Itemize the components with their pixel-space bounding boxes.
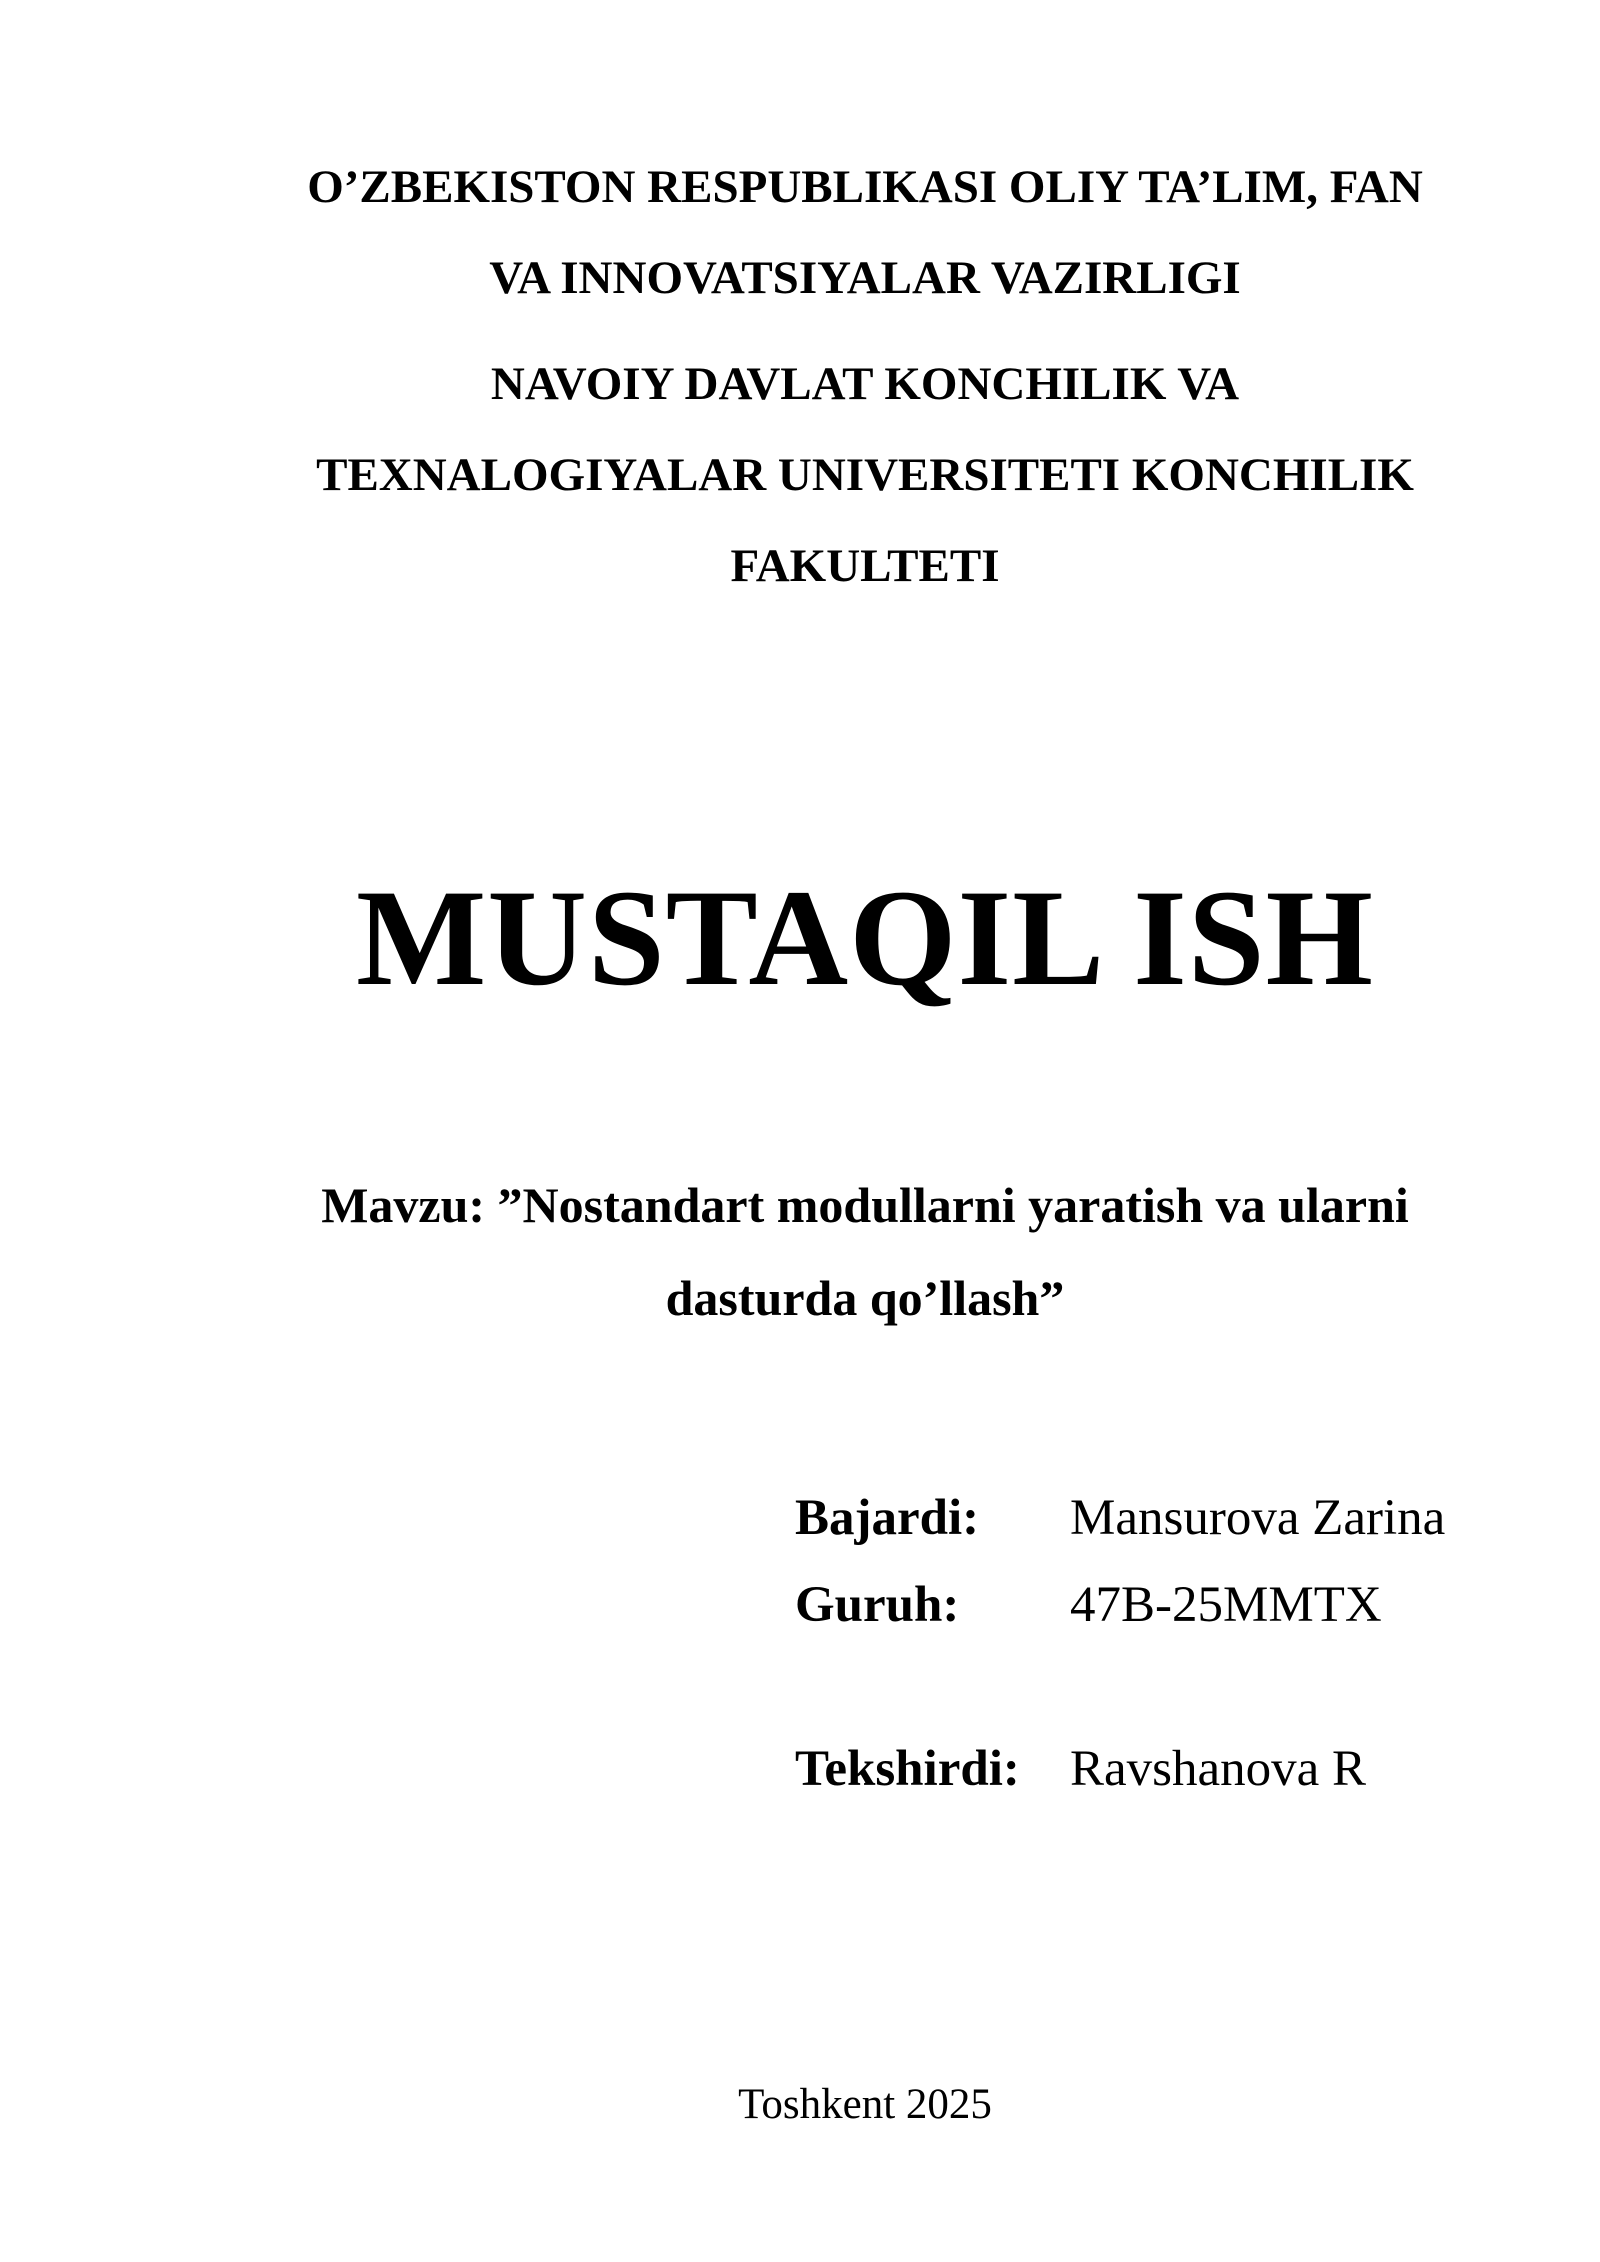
document-title: MUSTAQIL ISH	[356, 861, 1374, 1014]
university-line-1: NAVOIY DAVLAT KONCHILIK VA	[490, 358, 1240, 410]
bajardi-value: Mansurova Zarina	[1070, 1490, 1446, 1546]
tekshirdi-value: Ravshanova R	[1070, 1741, 1367, 1797]
university-heading	[200, 339, 1530, 612]
topic-line-1: Mavzu: ”Nostandart modullarni yaratish va ularni	[321, 1177, 1409, 1233]
university-line-3: FAKULTETI	[730, 540, 1000, 592]
ministry-line-1: O’ZBEKISTON RESPUBLIKASI OLIY TA’LIM, FAN	[307, 161, 1423, 213]
guruh-label: Guruh:	[795, 1577, 960, 1633]
topic-line-2: dasturda qo’llash”	[665, 1270, 1065, 1326]
university-line-2: TEXNALOGIYALAR UNIVERSITETI KONCHILIK	[316, 449, 1414, 501]
footer-city-year: Toshkent 2025	[738, 2081, 992, 2128]
ministry-heading	[200, 142, 1530, 324]
tekshirdi-label: Tekshirdi:	[795, 1741, 1020, 1797]
topic-heading	[200, 1159, 1530, 1345]
guruh-value: 47B-25MMTX	[1070, 1577, 1382, 1633]
ministry-line-2: VA INNOVATSIYALAR VAZIRLIGI	[489, 252, 1241, 304]
bajardi-label: Bajardi:	[795, 1490, 980, 1546]
